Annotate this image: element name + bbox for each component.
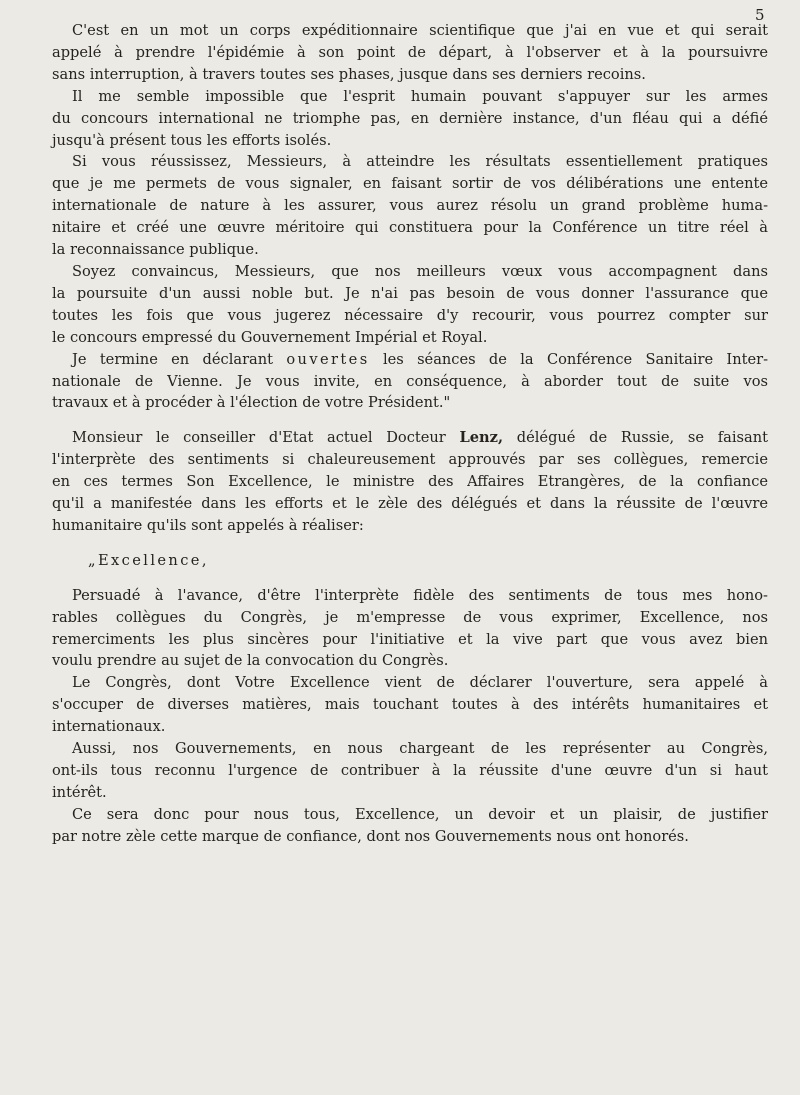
text-line: l'interprète des sentiments si chaleureusement approuvés par ses collègues, remercie <box>52 451 768 469</box>
delegate-name: Lenz, <box>459 429 504 447</box>
paragraph <box>52 86 768 152</box>
paragraph <box>52 427 768 537</box>
text-line: intérêt. <box>52 783 107 801</box>
text-line <box>52 427 768 449</box>
text-line: Il me semble impossible que l'esprit humain pouvant s'appuyer sur les armes <box>72 87 768 105</box>
text-line: travaux et à procéder à l'élection de votre Président." <box>52 394 451 412</box>
text-line: humanitaire qu'ils sont appelés à réaliser: <box>52 516 364 534</box>
text-line: Si vous réussissez, Messieurs, à atteindre les résultats essentiellement pratiques <box>72 153 768 171</box>
text-line: nationale de Vienne. Je vous invite, en conséquence, à aborder tout de suite vos <box>52 372 768 390</box>
paragraph <box>52 20 768 86</box>
text-line: C'est en un mot un corps expéditionnaire scientifique que j'ai en vue et qui serait <box>72 22 768 39</box>
text-line: jusqu'à présent tous les efforts isolés. <box>52 131 332 149</box>
spaced-word: ouvertes <box>286 350 370 368</box>
text-line: s'occuper de diverses matières, mais touchant toutes à des intérêts humanitaires et <box>52 696 768 714</box>
text-line: Persuadé à l'avance, d'être l'interprète fidèle des sentiments de tous mes hono- <box>72 586 768 604</box>
text-line: remerciments les plus sincères pour l'initiative et la vive part que vous avez bien <box>52 630 768 648</box>
text-line: en ces termes Son Excellence, le ministre des Affaires Etrangères, de la confiance <box>52 473 768 491</box>
text-segment: Je termine en déclarant <box>72 350 274 368</box>
text-line: du concours international ne triomphe pas, en dernière instance, d'un fléau qui a défié <box>52 109 768 127</box>
paragraph <box>52 349 768 415</box>
text-line: nitaire et créé une œuvre méritoire qui constituera pour la Conférence un titre réel à <box>52 219 768 237</box>
text-line: rables collègues du Congrès, je m'empresse de vous exprimer, Excellence, nos <box>52 608 768 626</box>
text-line: la reconnaissance publique. <box>52 241 259 259</box>
paragraph <box>52 585 768 673</box>
text-line: „Excellence, <box>88 551 209 569</box>
text-line: ont-ils tous reconnu l'urgence de contribuer à la réussite d'une œuvre d'un si haut <box>52 762 768 779</box>
text-line: qu'il a manifestée dans les efforts et le zèle des délégués et dans la réussite de l'œuvre <box>52 495 768 513</box>
text-line: par notre zèle cette marque de confiance, dont nos Gouvernements nous ont honorés. <box>52 827 689 845</box>
paragraph <box>52 151 768 261</box>
text-line: sans interruption, à travers toutes ses phases, jusque dans ses derniers recoins. <box>52 65 646 83</box>
text-line: appelé à prendre l'épidémie à son point de départ, à l'observer et à la poursuivre <box>52 43 768 61</box>
text-line: toutes les fois que vous jugerez nécessaire d'y recourir, vous pourrez compter sur <box>52 306 768 324</box>
text-segment: les séances de la Conférence Sanitaire Inter- <box>382 350 769 368</box>
text-line: voulu prendre au sujet de la convocation du Congrès. <box>52 652 449 670</box>
paragraph <box>52 804 768 848</box>
text-line: Soyez convaincus, Messieurs, que nos meilleurs vœux vous accompagnent dans <box>72 262 768 280</box>
text-line: internationaux. <box>52 718 166 736</box>
paragraph <box>52 738 768 804</box>
paragraph <box>52 261 768 349</box>
text-segment: Monsieur le conseiller d'Etat actuel Docteur <box>72 429 446 447</box>
text-line: Le Congrès, dont Votre Excellence vient de déclarer l'ouverture, sera appelé à <box>72 674 768 692</box>
page-number: 5 <box>755 6 765 24</box>
text-line <box>52 349 768 371</box>
document-body <box>52 20 768 848</box>
text-line: internationale de nature à les assurer, vous aurez résolu un grand problème huma- <box>52 197 768 215</box>
salutation <box>52 550 768 572</box>
text-segment: délégué de Russie, se faisant <box>516 429 769 447</box>
text-line: la poursuite d'un aussi noble but. Je n'ai pas besoin de vous donner l'assurance que <box>52 284 768 302</box>
text-line: Ce sera donc pour nous tous, Excellence, un devoir et un plaisir, de justifier <box>72 805 768 823</box>
text-line: le concours empressé du Gouvernement Impérial et Royal. <box>52 328 488 346</box>
text-line: Aussi, nos Gouvernements, en nous chargeant de les représenter au Congrès, <box>72 740 768 758</box>
paragraph <box>52 672 768 738</box>
text-line: que je me permets de vous signaler, en faisant sortir de vos délibérations une entente <box>52 175 768 193</box>
